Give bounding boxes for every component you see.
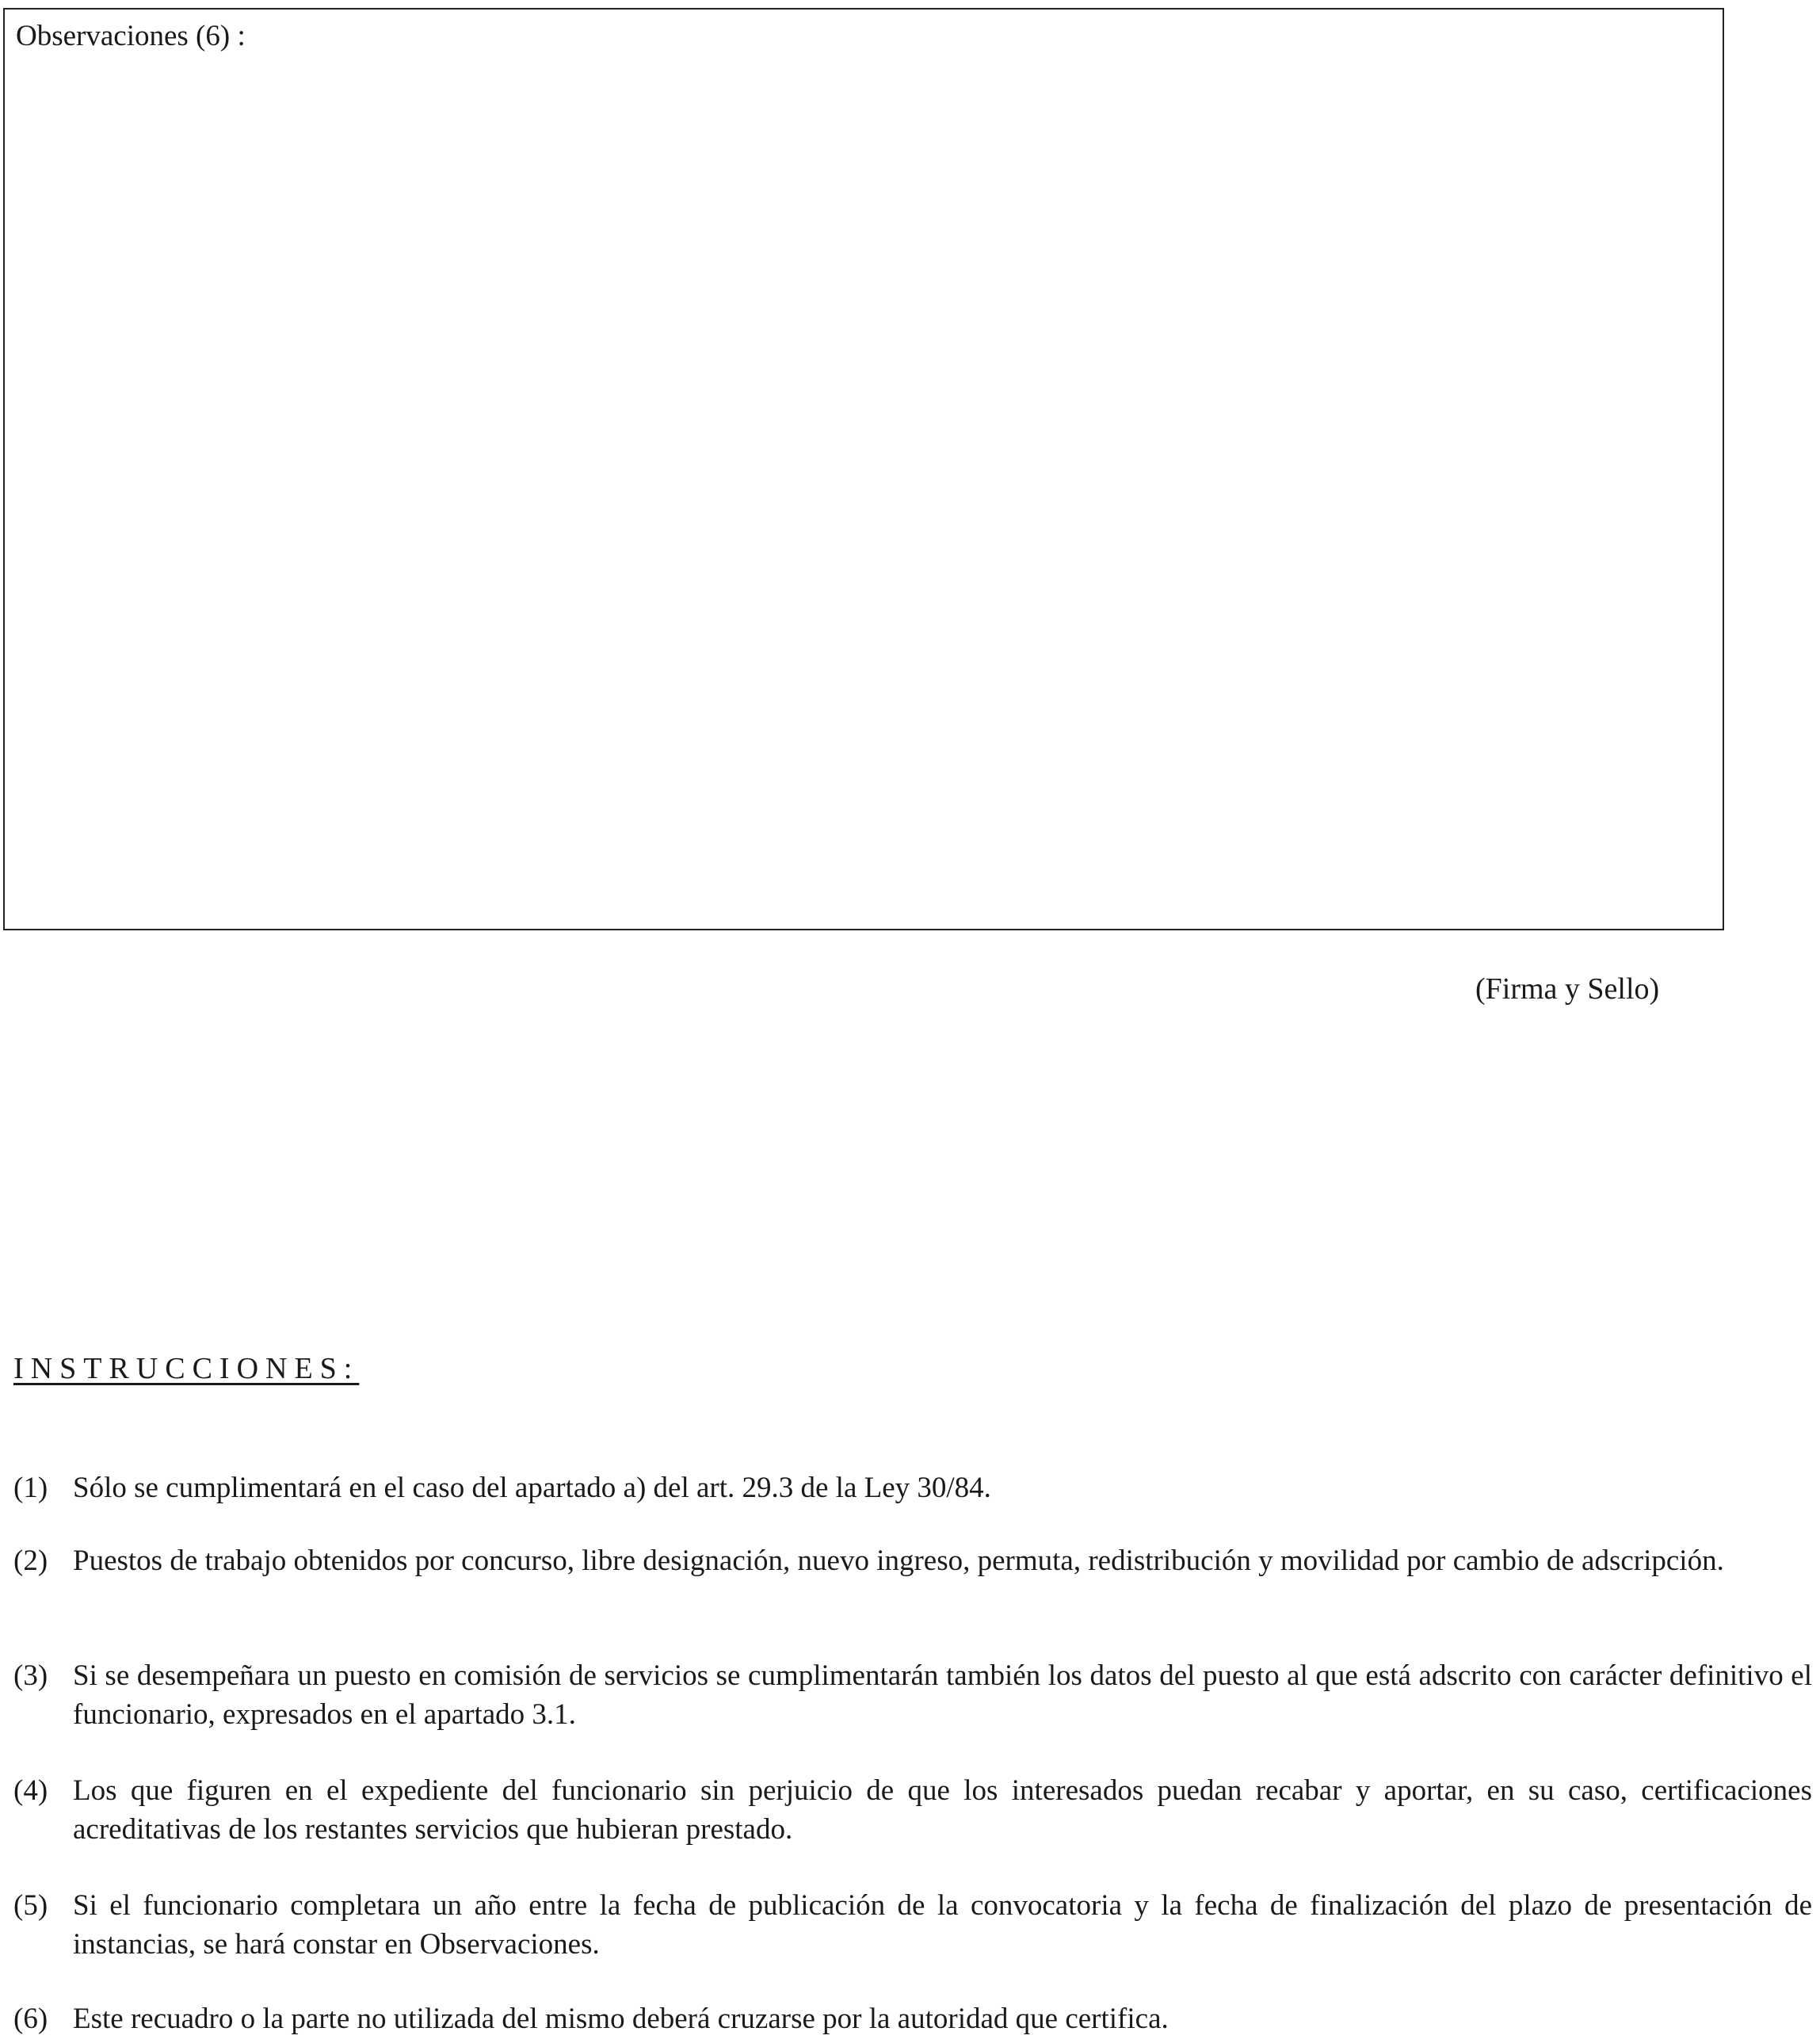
note-text: Sólo se cumplimentará en el caso del apartado a) del art. 29.3 de la Ley 30/84. xyxy=(73,1472,991,1504)
instruction-note-5 xyxy=(13,1886,1812,1964)
instruction-note-1 xyxy=(13,1468,1812,1507)
observations-box xyxy=(3,8,1724,930)
note-text: Si el funcionario completara un año entre la fecha de publicación de la convocatoria y la fecha de finalización del plazo de presentación de instancias, se hará constar en Observaciones. xyxy=(73,1889,1812,1961)
note-number: (2) xyxy=(13,1545,48,1577)
instruction-note-6 xyxy=(13,1999,1812,2038)
instruction-note-2 xyxy=(13,1541,1812,1580)
note-text: Este recuadro o la parte no utilizada del mismo deberá cruzarse por la autoridad que certifica. xyxy=(73,2003,1169,2035)
note-text: Puestos de trabajo obtenidos por concurso, libre designación, nuevo ingreso, permuta, redistribución y movilidad por cambio de adscripción. xyxy=(73,1545,1724,1577)
note-text: Si se desempeñara un puesto en comisión de servicios se cumplimentarán también los datos del puesto al que está adscrito con carácter definitivo el funcionario, expresados en el apartado 3.1. xyxy=(73,1659,1812,1731)
observations-label: Observaciones (6) : xyxy=(16,20,246,52)
note-number: (1) xyxy=(13,1472,48,1504)
note-number: (3) xyxy=(13,1659,48,1692)
note-number: (5) xyxy=(13,1889,48,1922)
signature-label: (Firma y Sello) xyxy=(1475,972,1660,1006)
instruction-note-3 xyxy=(13,1656,1812,1734)
instructions-heading: INSTRUCCIONES: xyxy=(13,1352,360,1385)
note-number: (6) xyxy=(13,2003,48,2035)
note-text: Los que figuren en el expediente del funcionario sin perjuicio de que los interesados puedan recabar y aportar, en su caso, certificaciones acreditativas de los restantes servicios que hubieran prestado. xyxy=(73,1774,1812,1846)
instruction-note-4 xyxy=(13,1771,1812,1849)
note-number: (4) xyxy=(13,1774,48,1807)
